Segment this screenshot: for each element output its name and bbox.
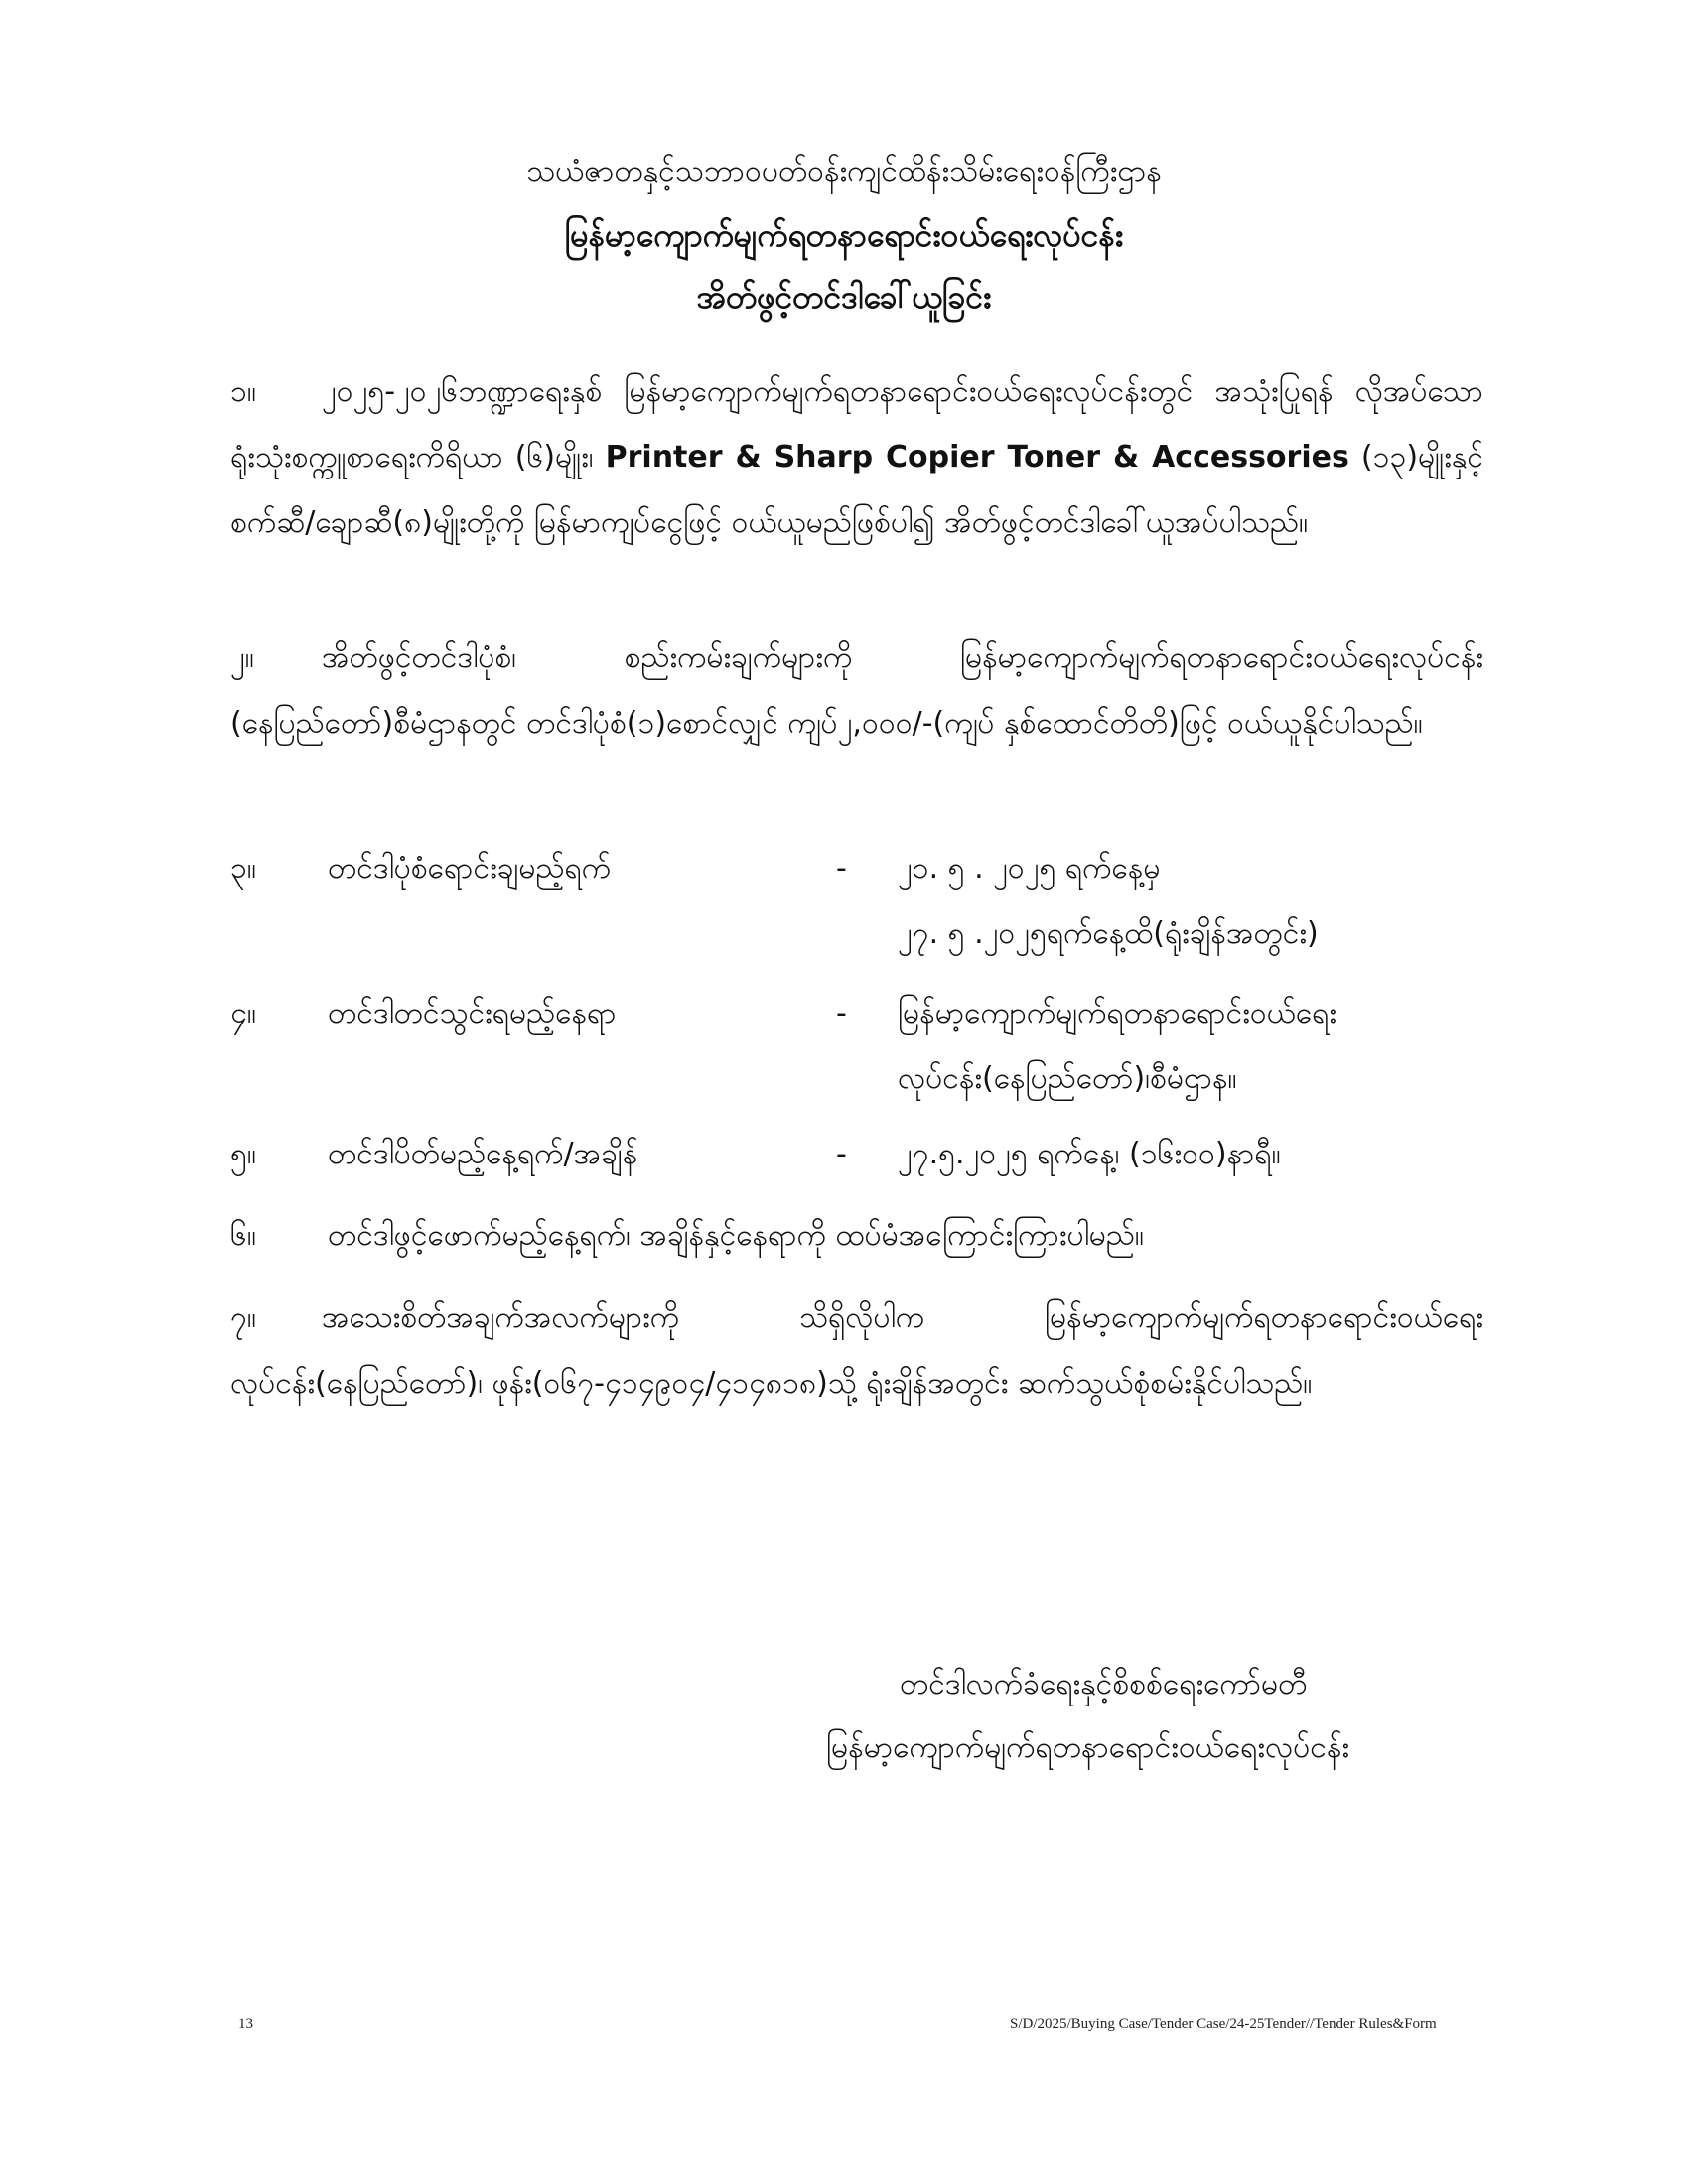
item-row-5 xyxy=(230,1122,1483,1187)
notice-title: အိတ်ဖွင့်တင်ဒါခေါ်ယူခြင်း xyxy=(696,278,992,316)
value-line: ၂၇.၅.၂၀၂၅ ရက်နေ့၊ (၁၆း၀၀)နာရီ။ xyxy=(898,1137,1281,1171)
paragraph-7 xyxy=(230,1286,1483,1417)
item-dash: - xyxy=(836,851,847,886)
paragraph-1 xyxy=(230,359,1483,556)
value-line: လုပ်ငန်း(နေပြည်တော်)၊စီမံဌာန။ xyxy=(898,1061,1237,1096)
item-label: တင်ဒါပုံစံရောင်းချမည့်ရက် xyxy=(328,851,612,886)
paragraph-text: ၂၀၂၅-၂၀၂၆ဘဏ္ဍာရေးနှစ် မြန်မာ့ကျောက်မျက်ရတနာရောင်းဝယ်ရေးလုပ်ငန်းတွင် အသုံးပြုရန် လိုအပ်သော ရုံးသုံးစက္ကူစာရေးကိရိယာ (၆)မျိုး၊ xyxy=(230,374,1483,475)
file-reference: S/D/2025/Buying Case/Tender Case/24-25Tender//Tender Rules&Form xyxy=(1010,2016,1437,2032)
item-row-4 xyxy=(230,981,1483,1112)
ministry-heading: သယံဇာတနှင့်သဘာဝပတ်ဝန်းကျင်ထိန်းသိမ်းရေးဝန်ကြီးဌာန xyxy=(526,154,1162,189)
item-dash: - xyxy=(836,996,847,1030)
item-number: ၇။ xyxy=(230,1300,256,1335)
item-value xyxy=(898,981,1493,1112)
paragraph-2 xyxy=(230,625,1483,756)
paragraph-text: အိတ်ဖွင့်တင်ဒါပုံစံ၊ စည်းကမ်းချက်များကို မြန်မာ့ကျောက်မျက်ရတနာရောင်းဝယ်ရေးလုပ်ငန်း (နေပြည်တော်)စီမံဌာနတွင် တင်ဒါပုံစံ(၁)စောင်လျှင် ကျပ်၂,၀၀၀/-(ကျပ် နှစ်ထောင်တိတိ)ဖြင့် ဝယ်ယူနိုင်ပါသည်။ xyxy=(230,640,1483,741)
item-value xyxy=(898,1122,1493,1187)
item-number: ၆။ xyxy=(230,1218,256,1253)
item-label: တင်ဒါတင်သွင်းရမည့်နေရာ xyxy=(328,996,617,1030)
enterprise-heading: မြန်မာ့ကျောက်မျက်ရတနာရောင်းဝယ်ရေးလုပ်ငန်း xyxy=(564,216,1124,254)
item-row-3 xyxy=(230,836,1483,967)
item-row-6 xyxy=(230,1203,1483,1269)
item-label: တင်ဒါပိတ်မည့်နေ့ရက်/အချိန် xyxy=(328,1137,638,1171)
item-number: ၄။ xyxy=(230,996,256,1030)
page-number: 13 xyxy=(238,2016,253,2032)
item-text: တင်ဒါဖွင့်ဖောက်မည့်နေ့ရက်၊ အချိန်နှင့်နေရာကို ထပ်မံအကြောင်းကြားပါမည်။ xyxy=(328,1218,1145,1253)
value-line: ၂၁. ၅ . ၂၀၂၅ ရက်နေ့မှ xyxy=(898,851,1161,886)
value-line: ၂၇. ၅ .၂၀၂၅ရက်နေ့ထိ(ရုံးချိန်အတွင်း) xyxy=(898,916,1319,951)
item-number: ၂။ xyxy=(230,640,254,675)
item-dash: - xyxy=(836,1137,847,1171)
item-number: ၅။ xyxy=(230,1137,256,1171)
paragraph-text: အသေးစိတ်အချက်အလက်များကို သိရှိလိုပါက မြန်မာ့ကျောက်မျက်ရတနာရောင်းဝယ်ရေး လုပ်ငန်း(နေပြည်တော်)၊ ဖုန်း(၀၆၇-၄၁၄၉၀၄/၄၁၄၈၁၈)သို့ ရုံးချိန်အတွင်း ဆက်သွယ်စုံစမ်းနိုင်ပါသည်။ xyxy=(230,1300,1483,1401)
signature-line: မြန်မာ့ကျောက်မျက်ရတနာရောင်းဝယ်ရေးလုပ်ငန်း xyxy=(826,1730,1350,1765)
item-number: ၁။ xyxy=(230,374,256,409)
signature-line: တင်ဒါလက်ခံရေးနှင့်စိစစ်ရေးကော်မတီ xyxy=(900,1667,1308,1702)
item-number: ၃။ xyxy=(230,851,256,886)
item-value xyxy=(898,836,1493,967)
value-line: မြန်မာ့ကျောက်မျက်ရတနာရောင်းဝယ်ရေး xyxy=(898,996,1337,1030)
product-name: Printer & Sharp Copier Toner & Accessories xyxy=(605,440,1349,475)
paragraph-text: (၁၃)မျိုးနှင့် စက်ဆီ/ချောဆီ(၈)မျိုးတို့ကို မြန်မာကျပ်ငွေဖြင့် ဝယ်ယူမည်ဖြစ်ပါ၍ အိတ်ဖွင့်တင်ဒါခေါ်ယူအပ်ပါသည်။ xyxy=(230,440,1483,540)
